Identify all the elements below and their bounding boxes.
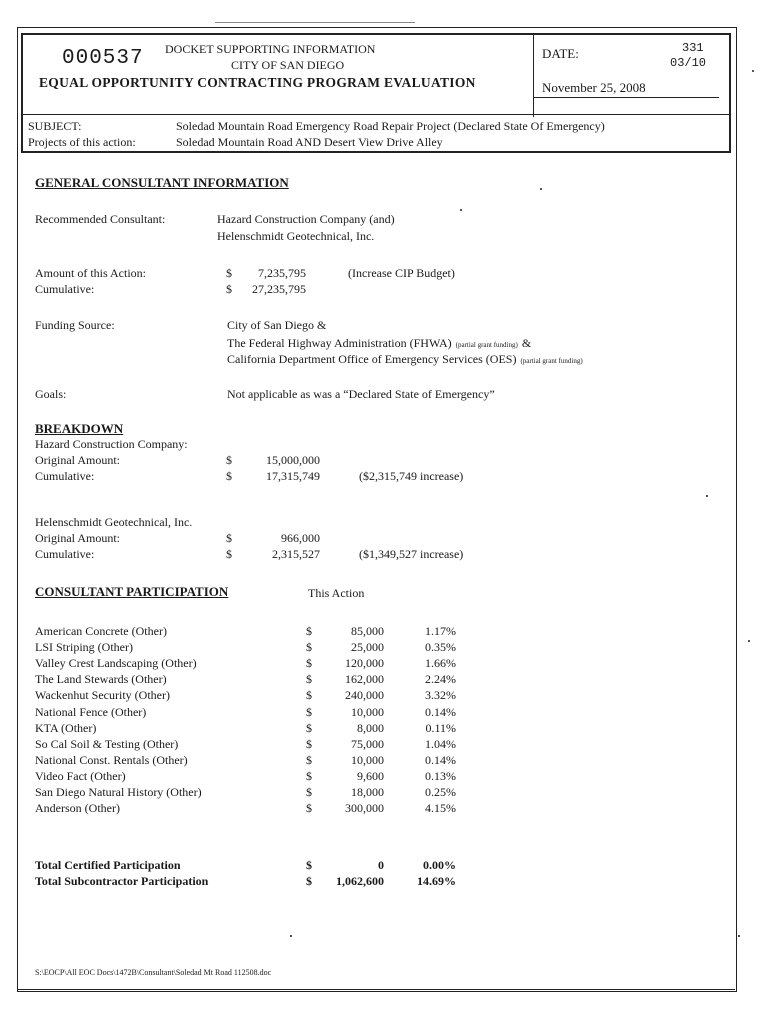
row-currency: $ xyxy=(306,769,312,783)
row-currency: $ xyxy=(306,640,312,654)
row-percent: 0.14% xyxy=(425,705,456,719)
funding-line3 xyxy=(227,350,583,368)
original-currency: $ xyxy=(226,453,232,467)
original-label: Original Amount: xyxy=(35,453,120,467)
page-number: 331 xyxy=(682,41,704,55)
row-name: National Fence (Other) xyxy=(35,705,147,719)
scan-speck xyxy=(290,935,292,937)
increase-note: ($1,349,527 increase) xyxy=(359,547,464,561)
row-name: Video Fact (Other) xyxy=(35,769,126,783)
row-name: National Const. Rentals (Other) xyxy=(35,753,188,767)
funding-label: Funding Source: xyxy=(35,318,115,332)
breakdown-heading: BREAKDOWN xyxy=(35,421,124,436)
row-amount: 75,000 xyxy=(351,737,384,751)
left-border-inner xyxy=(21,33,23,153)
top-stray-line xyxy=(215,22,415,23)
row-percent: 4.15% xyxy=(425,801,456,815)
row-amount: 240,000 xyxy=(345,688,384,702)
row-currency: $ xyxy=(306,801,312,815)
row-percent: 0.25% xyxy=(425,785,456,799)
row-amount: 162,000 xyxy=(345,672,384,686)
scan-speck xyxy=(748,640,750,642)
row-percent: 1.17% xyxy=(425,624,456,638)
document-number: 000537 xyxy=(62,47,144,70)
row-percent: 0.00% xyxy=(423,858,456,872)
docket-title: DOCKET SUPPORTING INFORMATION xyxy=(165,42,376,56)
date-underline xyxy=(534,97,719,98)
consultant-line1: Hazard Construction Company (and) xyxy=(217,212,395,226)
row-name: KTA (Other) xyxy=(35,721,97,735)
cumulative-label: Cumulative: xyxy=(35,547,95,561)
cumulative-label: Cumulative: xyxy=(35,282,95,296)
date-label: DATE: xyxy=(542,46,579,61)
amount-label: Amount of this Action: xyxy=(35,266,146,280)
funding-line2-tail: & xyxy=(521,336,532,350)
row-amount: 1,062,600 xyxy=(336,874,384,888)
cumulative-value: 2,315,527 xyxy=(272,547,320,561)
row-currency: $ xyxy=(306,753,312,767)
row-percent: 0.11% xyxy=(425,721,456,735)
row-name: American Concrete (Other) xyxy=(35,624,167,638)
row-amount: 10,000 xyxy=(351,705,384,719)
row-currency: $ xyxy=(306,705,312,719)
row-amount: 8,000 xyxy=(357,721,384,735)
row-name: LSI Striping (Other) xyxy=(35,640,133,654)
cumulative-value: 17,315,749 xyxy=(266,469,320,483)
cumulative-value: 27,235,795 xyxy=(252,282,306,296)
row-name: Total Subcontractor Participation xyxy=(35,874,209,888)
row-currency: $ xyxy=(306,624,312,638)
company-name: Helenschmidt Geotechnical, Inc. xyxy=(35,515,193,529)
original-value: 966,000 xyxy=(281,531,320,545)
header-bottom-line xyxy=(21,114,731,115)
row-amount: 120,000 xyxy=(345,656,384,670)
page-fraction: 03/10 xyxy=(670,56,707,70)
row-percent: 1.04% xyxy=(425,737,456,751)
row-name: Total Certified Participation xyxy=(35,858,181,872)
row-currency: $ xyxy=(306,688,312,702)
row-amount: 300,000 xyxy=(345,801,384,815)
row-percent: 14.69% xyxy=(417,874,456,888)
row-amount: 85,000 xyxy=(351,624,384,638)
goals-label: Goals: xyxy=(35,387,67,401)
footer-bottom-line xyxy=(17,989,735,990)
row-currency: $ xyxy=(306,785,312,799)
row-name: Anderson (Other) xyxy=(35,801,120,815)
amount-currency: $ xyxy=(226,266,232,280)
row-amount: 0 xyxy=(378,858,384,872)
row-name: San Diego Natural History (Other) xyxy=(35,785,202,799)
row-percent: 1.66% xyxy=(425,656,456,670)
cumulative-label: Cumulative: xyxy=(35,469,95,483)
cumulative-currency: $ xyxy=(226,547,232,561)
row-currency: $ xyxy=(306,721,312,735)
consultant-line2: Helenschmidt Geotechnical, Inc. xyxy=(217,229,375,243)
original-currency: $ xyxy=(226,531,232,545)
subject-bottom-line xyxy=(21,151,731,153)
projects-label: Projects of this action: xyxy=(28,135,136,149)
row-percent: 0.35% xyxy=(425,640,456,654)
amount-note: (Increase CIP Budget) xyxy=(348,266,455,280)
row-currency: $ xyxy=(306,858,312,872)
funding-line1: City of San Diego & xyxy=(227,318,327,332)
row-currency: $ xyxy=(306,656,312,670)
city-name: CITY OF SAN DIEGO xyxy=(231,58,345,72)
scan-speck xyxy=(738,935,740,937)
header-divider-vertical xyxy=(533,35,534,117)
subject-label: SUBJECT: xyxy=(28,119,82,133)
date-value: November 25, 2008 xyxy=(542,80,646,95)
row-percent: 0.14% xyxy=(425,753,456,767)
scan-speck xyxy=(706,495,708,497)
row-amount: 25,000 xyxy=(351,640,384,654)
row-amount: 10,000 xyxy=(351,753,384,767)
page-frame xyxy=(17,27,737,992)
funding-line2-small: (partial grant funding) xyxy=(455,341,518,349)
row-amount: 9,600 xyxy=(357,769,384,783)
participation-heading: CONSULTANT PARTICIPATION xyxy=(35,584,229,599)
row-amount: 18,000 xyxy=(351,785,384,799)
original-label: Original Amount: xyxy=(35,531,120,545)
row-name: The Land Stewards (Other) xyxy=(35,672,167,686)
consultant-label: Recommended Consultant: xyxy=(35,212,166,226)
funding-line3-main: California Department Office of Emergency Services (OES) xyxy=(227,352,517,366)
row-name: So Cal Soil & Testing (Other) xyxy=(35,737,179,751)
company-name: Hazard Construction Company: xyxy=(35,437,188,451)
cumulative-currency: $ xyxy=(226,469,232,483)
scan-speck xyxy=(752,70,754,72)
goals-value: Not applicable as was a “Declared State of Emergency” xyxy=(227,387,495,401)
row-currency: $ xyxy=(306,672,312,686)
row-name: Wackenhut Security (Other) xyxy=(35,688,170,702)
right-border-inner xyxy=(729,33,731,153)
participation-column-header: This Action xyxy=(308,586,365,600)
cumulative-currency: $ xyxy=(226,282,232,296)
scan-speck xyxy=(460,209,462,211)
row-percent: 3.32% xyxy=(425,688,456,702)
general-heading: GENERAL CONSULTANT INFORMATION xyxy=(35,175,289,190)
row-currency: $ xyxy=(306,737,312,751)
row-name: Valley Crest Landscaping (Other) xyxy=(35,656,197,670)
funding-line2-main: The Federal Highway Administration (FHWA) xyxy=(227,336,452,350)
row-currency: $ xyxy=(306,874,312,888)
scan-speck xyxy=(540,188,542,190)
increase-note: ($2,315,749 increase) xyxy=(359,469,464,483)
funding-line3-small: (partial grant funding) xyxy=(520,357,583,365)
projects-value: Soledad Mountain Road AND Desert View Drive Alley xyxy=(176,135,443,149)
row-percent: 2.24% xyxy=(425,672,456,686)
subject-value: Soledad Mountain Road Emergency Road Repair Project (Declared State Of Emergency) xyxy=(176,119,605,133)
amount-value: 7,235,795 xyxy=(258,266,306,280)
original-value: 15,000,000 xyxy=(266,453,320,467)
top-border-double xyxy=(21,33,731,35)
footer-path: S:\EOCP\All EOC Docs\1472B\Consultant\Soledad Mt Road 112508.doc xyxy=(35,968,272,977)
row-percent: 0.13% xyxy=(425,769,456,783)
program-title: EQUAL OPPORTUNITY CONTRACTING PROGRAM EVALUATION xyxy=(39,75,476,90)
